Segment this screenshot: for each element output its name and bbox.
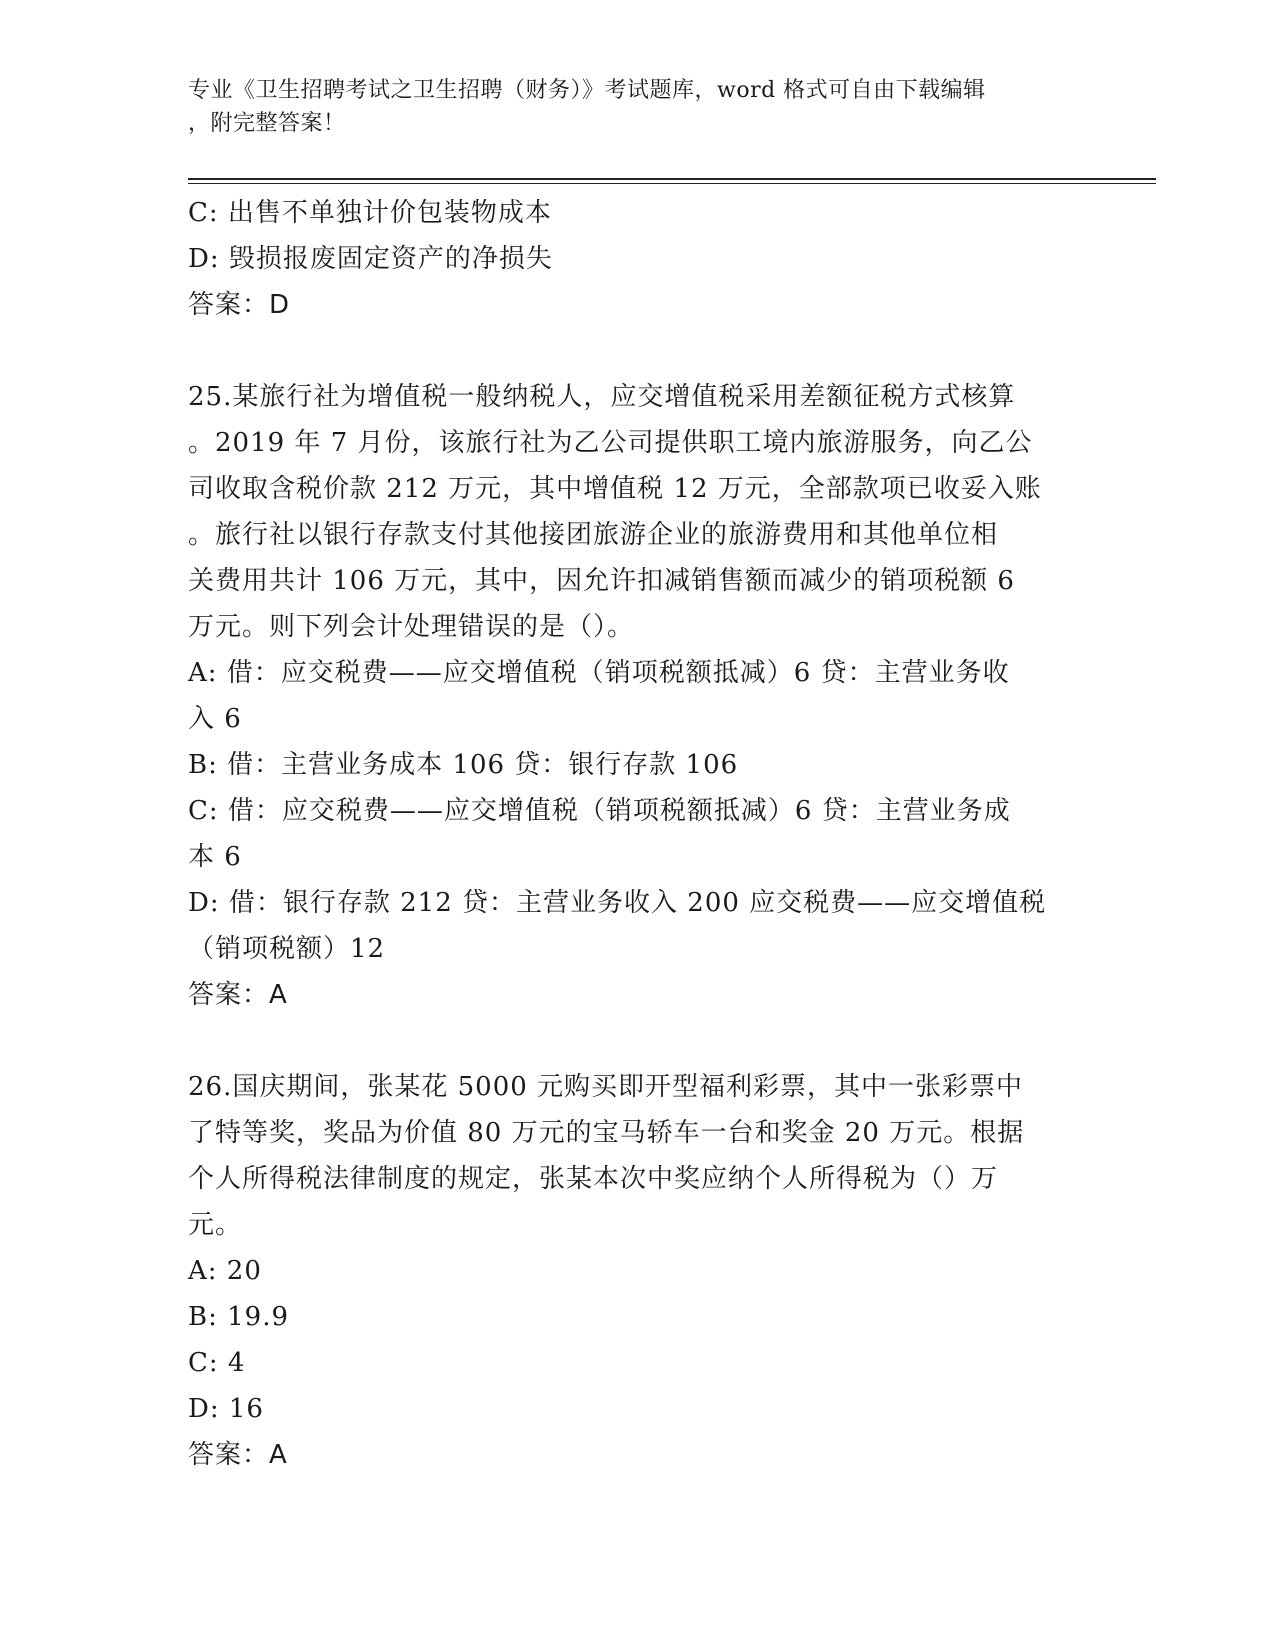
option-a: A: 20 [188, 1256, 262, 1286]
answer-line: 答案：A [188, 1440, 288, 1470]
option-b: B: 19.9 [188, 1302, 290, 1332]
spacer [188, 1018, 1088, 1064]
option-a-continued: 入 6 [188, 704, 242, 734]
option-b: B: 借：主营业务成本 106 贷：银行存款 106 [188, 750, 739, 780]
question-text-line: 关费用共计 106 万元，其中，因允许扣减销售额而减少的销项税额 6 [188, 566, 1015, 596]
question-text-line: 26.国庆期间，张某花 5000 元购买即开型福利彩票，其中一张彩票中 [188, 1072, 1024, 1102]
option-c: C: 出售不单独计价包装物成本 [188, 198, 552, 228]
spacer [188, 328, 1088, 374]
answer-line: 答案：D [188, 290, 291, 320]
option-c: C: 4 [188, 1348, 246, 1378]
header-divider-thin [188, 183, 1156, 184]
option-d: D: 借：银行存款 212 贷：主营业务收入 200 应交税费——应交增值税 [188, 888, 1047, 918]
option-a: A: 借：应交税费——应交增值税（销项税额抵减）6 贷：主营业务收 [188, 658, 1010, 688]
question-26 [188, 1064, 1088, 1478]
header-line-2: ，附完整答案！ [188, 111, 346, 136]
question-text-line: 万元。则下列会计处理错误的是（）。 [188, 612, 635, 642]
option-c: C: 借：应交税费——应交增值税（销项税额抵减）6 贷：主营业务成 [188, 796, 1011, 826]
question-text-line: 元。 [188, 1210, 243, 1240]
option-c-continued: 本 6 [188, 842, 242, 872]
question-text-line: 。2019 年 7 月份，该旅行社为乙公司提供职工境内旅游服务，向乙公 [188, 428, 1033, 458]
option-d: D: 毁损报废固定资产的净损失 [188, 244, 553, 274]
question-text-line: 25.某旅行社为增值税一般纳税人，应交增值税采用差额征税方式核算 [188, 382, 1016, 412]
previous-question-tail [188, 190, 1088, 328]
answer-line: 答案：A [188, 980, 288, 1010]
question-text-line: 司收取含税价款 212 万元，其中增值税 12 万元，全部款项已收妥入账 [188, 474, 1042, 504]
question-25 [188, 374, 1088, 1018]
page-header [188, 74, 1068, 140]
option-d: D: 16 [188, 1394, 264, 1424]
header-divider [188, 178, 1156, 180]
header-line-1: 专业《卫生招聘考试之卫生招聘（财务）》考试题库，word 格式可自由下载编辑 [188, 78, 986, 103]
document-body [188, 190, 1088, 1478]
option-d-continued: （销项税额）12 [188, 934, 386, 964]
question-text-line: 个人所得税法律制度的规定，张某本次中奖应纳个人所得税为（）万 [188, 1164, 999, 1194]
question-text-line: 了特等奖，奖品为价值 80 万元的宝马轿车一台和奖金 20 万元。根据 [188, 1118, 1025, 1148]
question-text-line: 。旅行社以银行存款支付其他接团旅游企业的旅游费用和其他单位相 [188, 520, 999, 550]
